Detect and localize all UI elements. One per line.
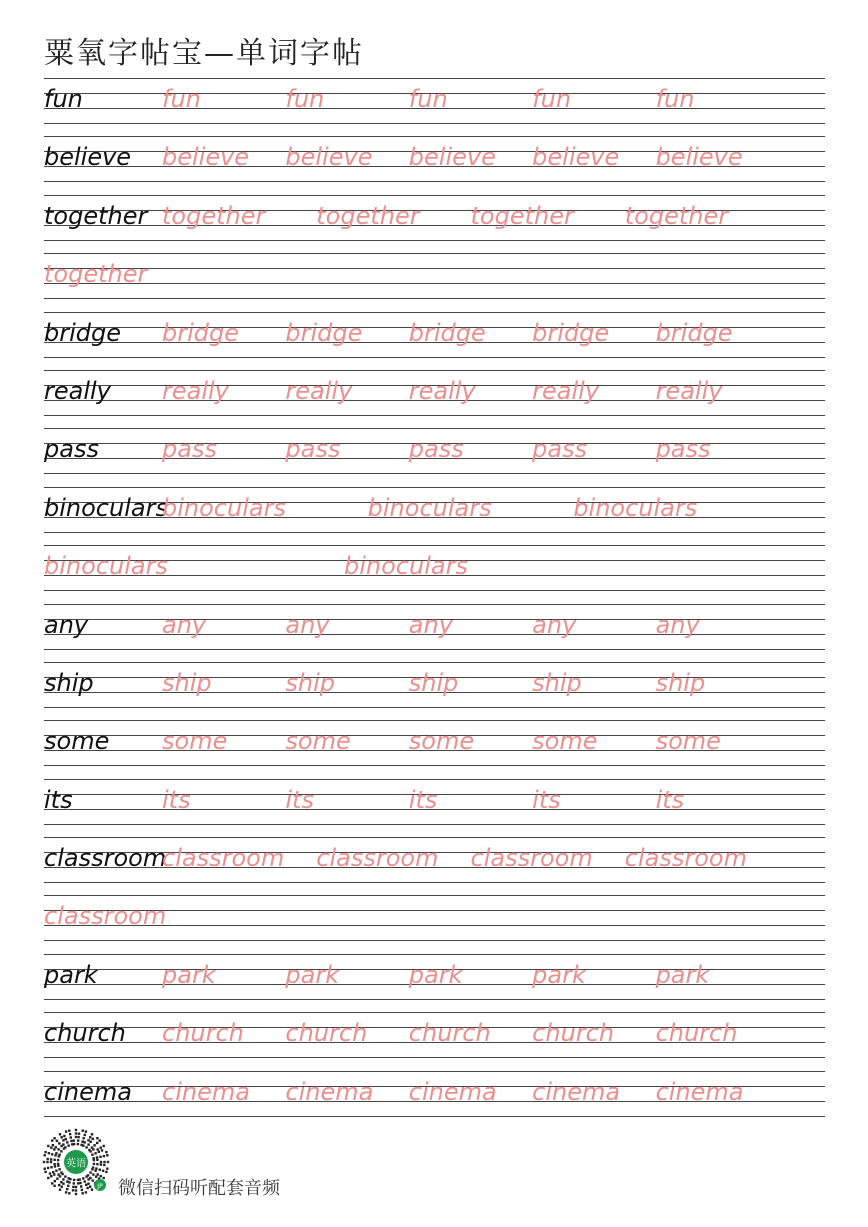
- model-word: binoculars: [44, 493, 168, 522]
- trace-word: classroom: [44, 902, 167, 931]
- trace-word: some: [655, 727, 721, 756]
- trace-word: ship: [408, 668, 459, 697]
- audio-scan-caption: 微信扫码听配套音频: [118, 1178, 280, 1199]
- trace-word: binoculars: [344, 552, 468, 581]
- guide-line: [44, 415, 825, 416]
- trace-word: park: [162, 960, 216, 989]
- writing-row: [44, 361, 825, 419]
- trace-word: bridge: [408, 318, 486, 347]
- guide-line: [44, 312, 825, 313]
- guide-line: [44, 707, 825, 708]
- guide-line: [44, 649, 825, 650]
- trace-word: really: [285, 376, 353, 405]
- model-word: church: [44, 1019, 126, 1048]
- guide-line: [44, 882, 825, 883]
- trace-word: classroom: [316, 844, 439, 873]
- trace-word: church: [285, 1019, 368, 1048]
- writing-row: [44, 595, 825, 653]
- model-word: together: [44, 201, 148, 230]
- trace-word: really: [162, 376, 229, 405]
- writing-row: [44, 419, 825, 477]
- trace-word: park: [655, 960, 710, 989]
- trace-word: bridge: [655, 318, 733, 347]
- guide-line: [44, 487, 825, 488]
- writing-row: [44, 536, 825, 594]
- guide-line: [44, 545, 825, 546]
- trace-word: fun: [285, 85, 325, 113]
- trace-word: together: [624, 201, 729, 230]
- writing-row: [44, 127, 825, 185]
- trace-word: pass: [408, 435, 464, 464]
- guide-line: [44, 999, 825, 1000]
- trace-word: ship: [285, 668, 336, 697]
- model-word: bridge: [44, 318, 122, 347]
- model-word: really: [44, 376, 111, 405]
- trace-word: believe: [285, 143, 373, 172]
- guide-line: [44, 940, 825, 941]
- guide-line: [44, 473, 825, 474]
- word-line: [44, 318, 779, 348]
- footer: [42, 1128, 442, 1198]
- trace-word: really: [655, 376, 723, 405]
- trace-word: ship: [532, 668, 582, 697]
- trace-word: its: [408, 785, 438, 814]
- trace-word: really: [408, 376, 476, 405]
- model-word: ship: [44, 668, 94, 697]
- trace-word: pass: [285, 435, 341, 464]
- word-line: [44, 843, 779, 873]
- qr-code-icon[interactable]: [42, 1128, 110, 1196]
- guide-line: [44, 662, 825, 663]
- writing-row: [44, 69, 825, 127]
- guide-line: [44, 123, 825, 124]
- guide-line: [44, 604, 825, 605]
- trace-word: cinema: [285, 1077, 374, 1106]
- writing-row: [44, 1003, 825, 1061]
- word-line: [44, 201, 779, 231]
- word-line: [44, 142, 779, 172]
- word-line: [44, 434, 779, 464]
- guide-line: [44, 253, 825, 254]
- writing-row: [44, 711, 825, 769]
- trace-word: together: [44, 260, 148, 289]
- model-word: pass: [44, 435, 99, 464]
- trace-word: park: [532, 960, 586, 989]
- word-line: [44, 726, 779, 756]
- guide-line: [44, 895, 825, 896]
- guide-line: [44, 1071, 825, 1072]
- word-line: [44, 668, 779, 698]
- model-word: park: [44, 960, 98, 989]
- trace-word: any: [655, 610, 700, 639]
- trace-word: some: [408, 727, 475, 756]
- trace-word: cinema: [162, 1077, 250, 1106]
- trace-word: binoculars: [44, 552, 168, 581]
- model-word: some: [44, 727, 110, 756]
- model-word: any: [44, 610, 89, 639]
- trace-word: its: [285, 785, 314, 814]
- trace-word: any: [285, 610, 330, 639]
- trace-word: bridge: [285, 318, 363, 347]
- trace-word: believe: [532, 143, 620, 172]
- trace-word: church: [532, 1019, 615, 1048]
- writing-row: [44, 945, 825, 1003]
- trace-word: pass: [655, 435, 711, 464]
- trace-word: church: [162, 1019, 244, 1048]
- qr-corner-label: JP: [97, 1183, 103, 1190]
- qr-badge-label: 英语: [66, 1158, 86, 1170]
- word-line: [44, 259, 244, 289]
- trace-word: really: [532, 376, 600, 405]
- trace-word: park: [285, 960, 340, 989]
- guide-line: [44, 357, 825, 358]
- trace-word: together: [316, 201, 420, 230]
- model-word: believe: [44, 143, 132, 172]
- word-line: [44, 84, 779, 114]
- writing-row: [44, 886, 825, 944]
- guide-line: [44, 136, 825, 137]
- trace-word: church: [408, 1019, 491, 1048]
- guide-line: [44, 765, 825, 766]
- writing-row: [44, 653, 825, 711]
- guide-line: [44, 181, 825, 182]
- word-line: [44, 1077, 779, 1107]
- trace-word: any: [408, 610, 453, 639]
- word-line: [44, 610, 779, 640]
- trace-word: fun: [162, 85, 201, 113]
- writing-row: [44, 478, 825, 536]
- trace-word: ship: [162, 668, 212, 697]
- trace-word: bridge: [162, 318, 240, 347]
- practice-sheet: [44, 69, 825, 1120]
- guide-line: [44, 779, 825, 780]
- trace-word: its: [162, 785, 191, 814]
- guide-line: [44, 590, 825, 591]
- guide-line: [44, 240, 825, 241]
- trace-word: classroom: [470, 844, 593, 873]
- trace-word: cinema: [408, 1077, 497, 1106]
- trace-word: fun: [655, 85, 695, 113]
- guide-line: [44, 1057, 825, 1058]
- writing-row: [44, 303, 825, 361]
- model-word: classroom: [44, 844, 167, 873]
- trace-word: binoculars: [367, 493, 492, 522]
- trace-word: pass: [162, 435, 217, 464]
- trace-word: ship: [655, 668, 706, 697]
- guide-line: [44, 1012, 825, 1013]
- trace-word: some: [532, 727, 598, 756]
- word-line: [44, 551, 644, 581]
- guide-line: [44, 837, 825, 838]
- guide-line: [44, 1116, 825, 1117]
- trace-word: some: [285, 727, 351, 756]
- writing-row: [44, 244, 825, 302]
- trace-word: together: [470, 201, 574, 230]
- model-word: its: [44, 785, 73, 814]
- trace-word: fun: [532, 85, 572, 113]
- model-word: cinema: [44, 1077, 132, 1106]
- trace-word: bridge: [532, 318, 610, 347]
- guide-line: [44, 532, 825, 533]
- writing-row: [44, 828, 825, 886]
- trace-word: binoculars: [162, 493, 286, 522]
- trace-word: cinema: [655, 1077, 744, 1106]
- guide-line: [44, 428, 825, 429]
- guide-line: [44, 78, 825, 79]
- page-title: 粟氧字帖宝—单词字帖: [44, 36, 364, 71]
- trace-word: binoculars: [573, 493, 698, 522]
- word-line: [44, 1018, 779, 1048]
- guide-line: [44, 954, 825, 955]
- guide-line: [44, 298, 825, 299]
- trace-word: classroom: [162, 844, 285, 873]
- trace-word: any: [162, 610, 207, 639]
- trace-word: believe: [408, 143, 496, 172]
- trace-word: church: [655, 1019, 738, 1048]
- trace-word: park: [408, 960, 463, 989]
- trace-word: together: [162, 201, 266, 230]
- writing-row: [44, 770, 825, 828]
- trace-word: believe: [655, 143, 743, 172]
- guide-line: [44, 824, 825, 825]
- writing-row: [44, 186, 825, 244]
- word-line: [44, 785, 779, 815]
- writing-row: [44, 1062, 825, 1120]
- guide-line: [44, 370, 825, 371]
- trace-word: believe: [162, 143, 250, 172]
- trace-word: cinema: [532, 1077, 621, 1106]
- word-line: [44, 376, 779, 406]
- trace-word: pass: [532, 435, 588, 464]
- trace-word: classroom: [624, 844, 747, 873]
- trace-word: fun: [408, 85, 448, 113]
- trace-word: some: [162, 727, 228, 756]
- word-line: [44, 960, 779, 990]
- trace-word: its: [532, 785, 561, 814]
- trace-word: its: [655, 785, 685, 814]
- model-word: fun: [44, 85, 83, 113]
- word-line: [44, 493, 779, 523]
- trace-word: any: [532, 610, 577, 639]
- word-line: [44, 901, 244, 931]
- guide-line: [44, 720, 825, 721]
- guide-line: [44, 195, 825, 196]
